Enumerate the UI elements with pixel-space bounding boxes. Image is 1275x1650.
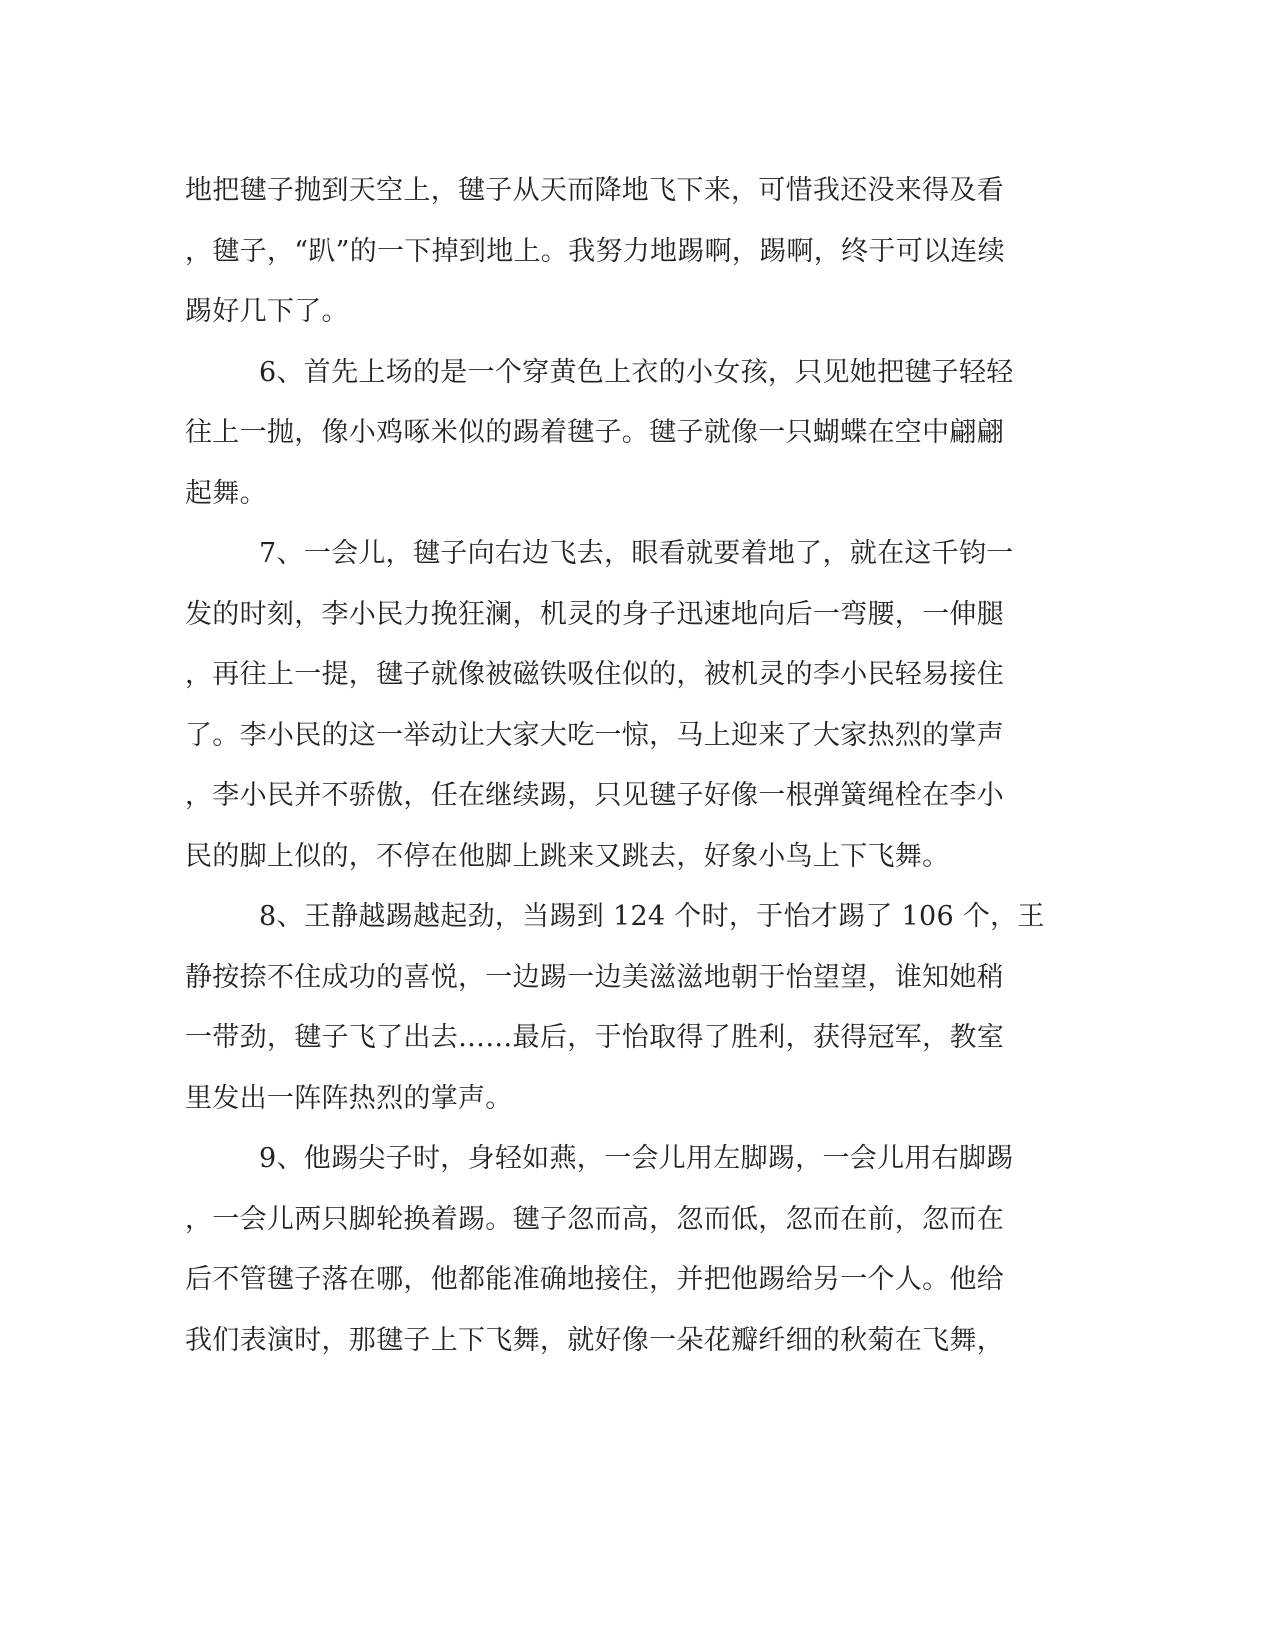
paragraph-8 [185,887,1055,1129]
text-line: ，再往上一提，毽子就像被磁铁吸住似的，被机灵的李小民轻易接住 [185,659,1004,690]
text-line: ，毽子，“趴”的一下掉到地上。我努力地踢啊，踢啊，终于可以连续 [185,235,1005,267]
paragraph-7 [185,524,1055,887]
text-line: 8、王静越踢越起劲，当踢到 124 个时，于怡才踢了 106 个，王 [259,901,1045,932]
text-line: ，一会儿两只脚轮换着踢。毽子忽而高，忽而低，忽而在前，忽而在 [185,1203,1004,1235]
document-body [185,161,1055,1371]
paragraph-6 [185,343,1055,525]
text-line: 地把毽子抛到天空上，毽子从天而降地飞下来，可惜我还没来得及看 [185,175,1004,206]
text-line: 了。李小民的这一举动让大家大吃一惊，马上迎来了大家热烈的掌声 [185,719,1004,751]
text-line: 一带劲，毽子飞了出去……最后，于怡取得了胜利，获得冠军，教室 [185,1022,1004,1053]
paragraph-9 [185,1129,1055,1371]
text-line: 9、他踢尖子时，身轻如燕，一会儿用左脚踢，一会儿用右脚踢 [259,1143,1014,1174]
text-line: 起舞。 [185,477,267,509]
text-line: 静按捺不住成功的喜悦，一边踢一边美滋滋地朝于怡望望，谁知她稍 [185,961,1004,993]
text-line: 后不管毽子落在哪，他都能准确地接住，并把他踢给另一个人。他给 [185,1264,1004,1295]
text-line: 7、一会儿，毽子向右边飞去，眼看就要着地了，就在这千钧一 [259,538,1014,569]
text-line: 6、首先上场的是一个穿黄色上衣的小女孩，只见她把毽子轻轻 [259,356,1014,388]
text-line: 里发出一阵阵热烈的掌声。 [185,1082,513,1114]
text-line: 民的脚上似的，不停在他脚上跳来又跳去，好象小鸟上下飞舞。 [185,840,950,872]
text-line: ，李小民并不骄傲，任在继续踢，只见毽子好像一根弹簧绳栓在李小 [185,780,1004,811]
text-line: 发的时刻，李小民力挽狂澜，机灵的身子迅速地向后一弯腰，一伸腿 [185,598,1004,630]
paragraph-5-continuation [185,161,1055,343]
text-line: 踢好几下了。 [185,296,349,327]
text-line: 往上一抛，像小鸡啄米似的踢着毽子。毽子就像一只蝴蝶在空中翩翩 [185,417,1004,448]
text-line: 我们表演时，那毽子上下飞舞，就好像一朵花瓣纤细的秋菊在飞舞， [185,1324,1004,1356]
